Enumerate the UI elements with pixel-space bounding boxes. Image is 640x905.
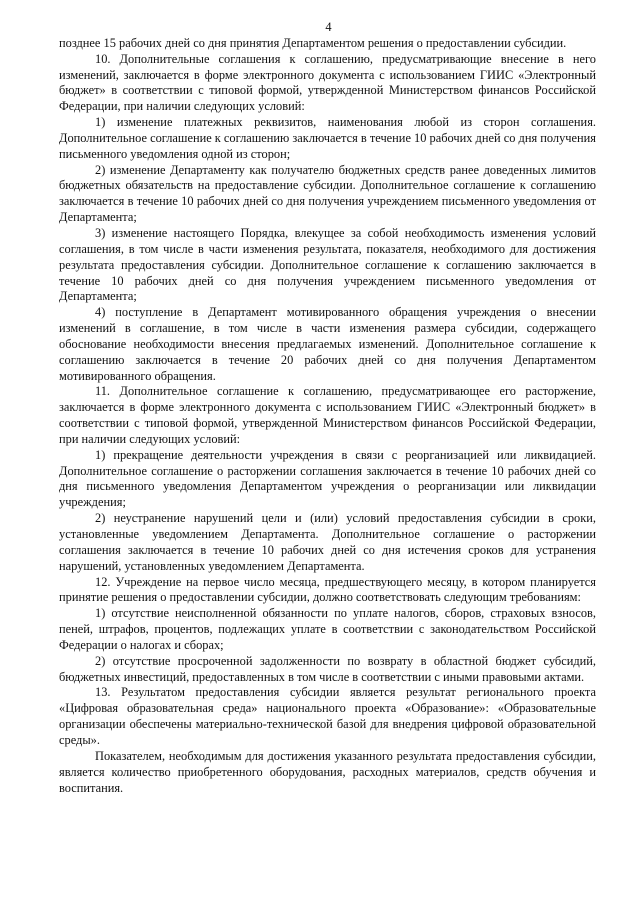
- document-page: [59, 20, 596, 796]
- paragraph-item-11-1: 1) прекращение деятельности учреждения в связи с реорганизацией или ликвидацией. Дополнительное соглашение о расторжении соглашения заключается в течение 10 рабочих дней со дня письменного уведомления Департаментом учреждения о реорганизации или ликвидации учреждения;: [59, 447, 596, 510]
- paragraph-item-12-1: 1) отсутствие неисполненной обязанности по уплате налогов, сборов, страховых взносов, пеней, штрафов, процентов, подлежащих уплате в соответствии с законодательством Российской Федерации о налогах и сборах;: [59, 606, 596, 652]
- paragraph-item-10-2: 2) изменение Департаменту как получателю бюджетных средств ранее доведенных лимитов бюджетных обязательств на предоставление субсидии. Дополнительное соглашение к соглашению заключается в течение 10 рабочих дней со дня получения учреждением письменного уведомления от Департамента;: [59, 162, 596, 225]
- page-number: 4: [325, 20, 332, 34]
- paragraph-indicator: Показателем, необходимым для достижения указанного результата предоставления субсидии, является количество приобретенного оборудования, расходных материалов, средств обучения и воспитания.: [59, 748, 596, 795]
- paragraph-item-12: 12. Учреждение на первое число месяца, предшествующего месяцу, в котором планируется принятие решения о предоставлении субсидии, должно соответствовать следующим требованиям:: [59, 574, 596, 605]
- paragraph-continuation: позднее 15 рабочих дней со дня принятия Департаментом решения о предоставлении субсидии.: [59, 35, 567, 50]
- paragraph-item-12-2: 2) отсутствие просроченной задолженности по возврату в областной бюджет субсидий, бюджетных инвестиций, предоставленных в том числе в соответствии с иными правовыми актами.: [59, 653, 596, 684]
- paragraph-item-13: 13. Результатом предоставления субсидии является результат регионального проекта «Цифровая образовательная среда» национального проекта «Образование»: «Образовательные организации обеспечены материально-технической базой для внедрения цифровой образовательной среды».: [59, 685, 596, 747]
- paragraph-item-11: 11. Дополнительное соглашение к соглашению, предусматривающее его расторжение, заключается в форме электронного документа с использованием ГИИС «Электронный бюджет» в соответствии с типовой формой, утвержденной Министерством финансов Российской Федерации, при наличии следующих условий:: [59, 384, 596, 446]
- paragraph-item-10-3: 3) изменение настоящего Порядка, влекущее за собой необходимость изменения условий соглашения, в том числе в части изменения результата, показателя, необходимого для достижения результата предоставления субсидии. Дополнительное соглашение к соглашению заключается в течение 10 рабочих дней со дня получения учреждением письменного уведомления от Департамента;: [59, 225, 596, 304]
- paragraph-item-11-2: 2) неустранение нарушений цели и (или) условий предоставления субсидии в сроки, установленные уведомлением Департамента. Дополнительное соглашение о расторжении соглашения заключается в течение 10 рабочих дней со дня истечения сроков для устранения нарушений, установленных уведомлением Департамента.: [59, 511, 596, 573]
- paragraph-item-10-1: 1) изменение платежных реквизитов, наименования любой из сторон соглашения. Дополнительное соглашение к соглашению заключается в течение 10 рабочих дней со дня получения письменного уведомления одной из сторон;: [59, 115, 596, 161]
- paragraph-item-10: 10. Дополнительные соглашения к соглашению, предусматривающие внесение в него изменений, заключается в форме электронного документа с использованием ГИИС «Электронный бюджет» в соответствии с типовой формой, утвержденной Министерством финансов Российской Федерации, при наличии следующих условий:: [59, 51, 596, 114]
- paragraph-item-10-4: 4) поступление в Департамент мотивированного обращения учреждения о внесении изменений в соглашение, в том числе в части изменения размера субсидии, содержащего обоснование необходимости внесения предлагаемых изменений. Дополнительное соглашение к соглашению заключается в течение 20 рабочих дней со дня получения Департаментом мотивированного обращения.: [59, 305, 596, 383]
